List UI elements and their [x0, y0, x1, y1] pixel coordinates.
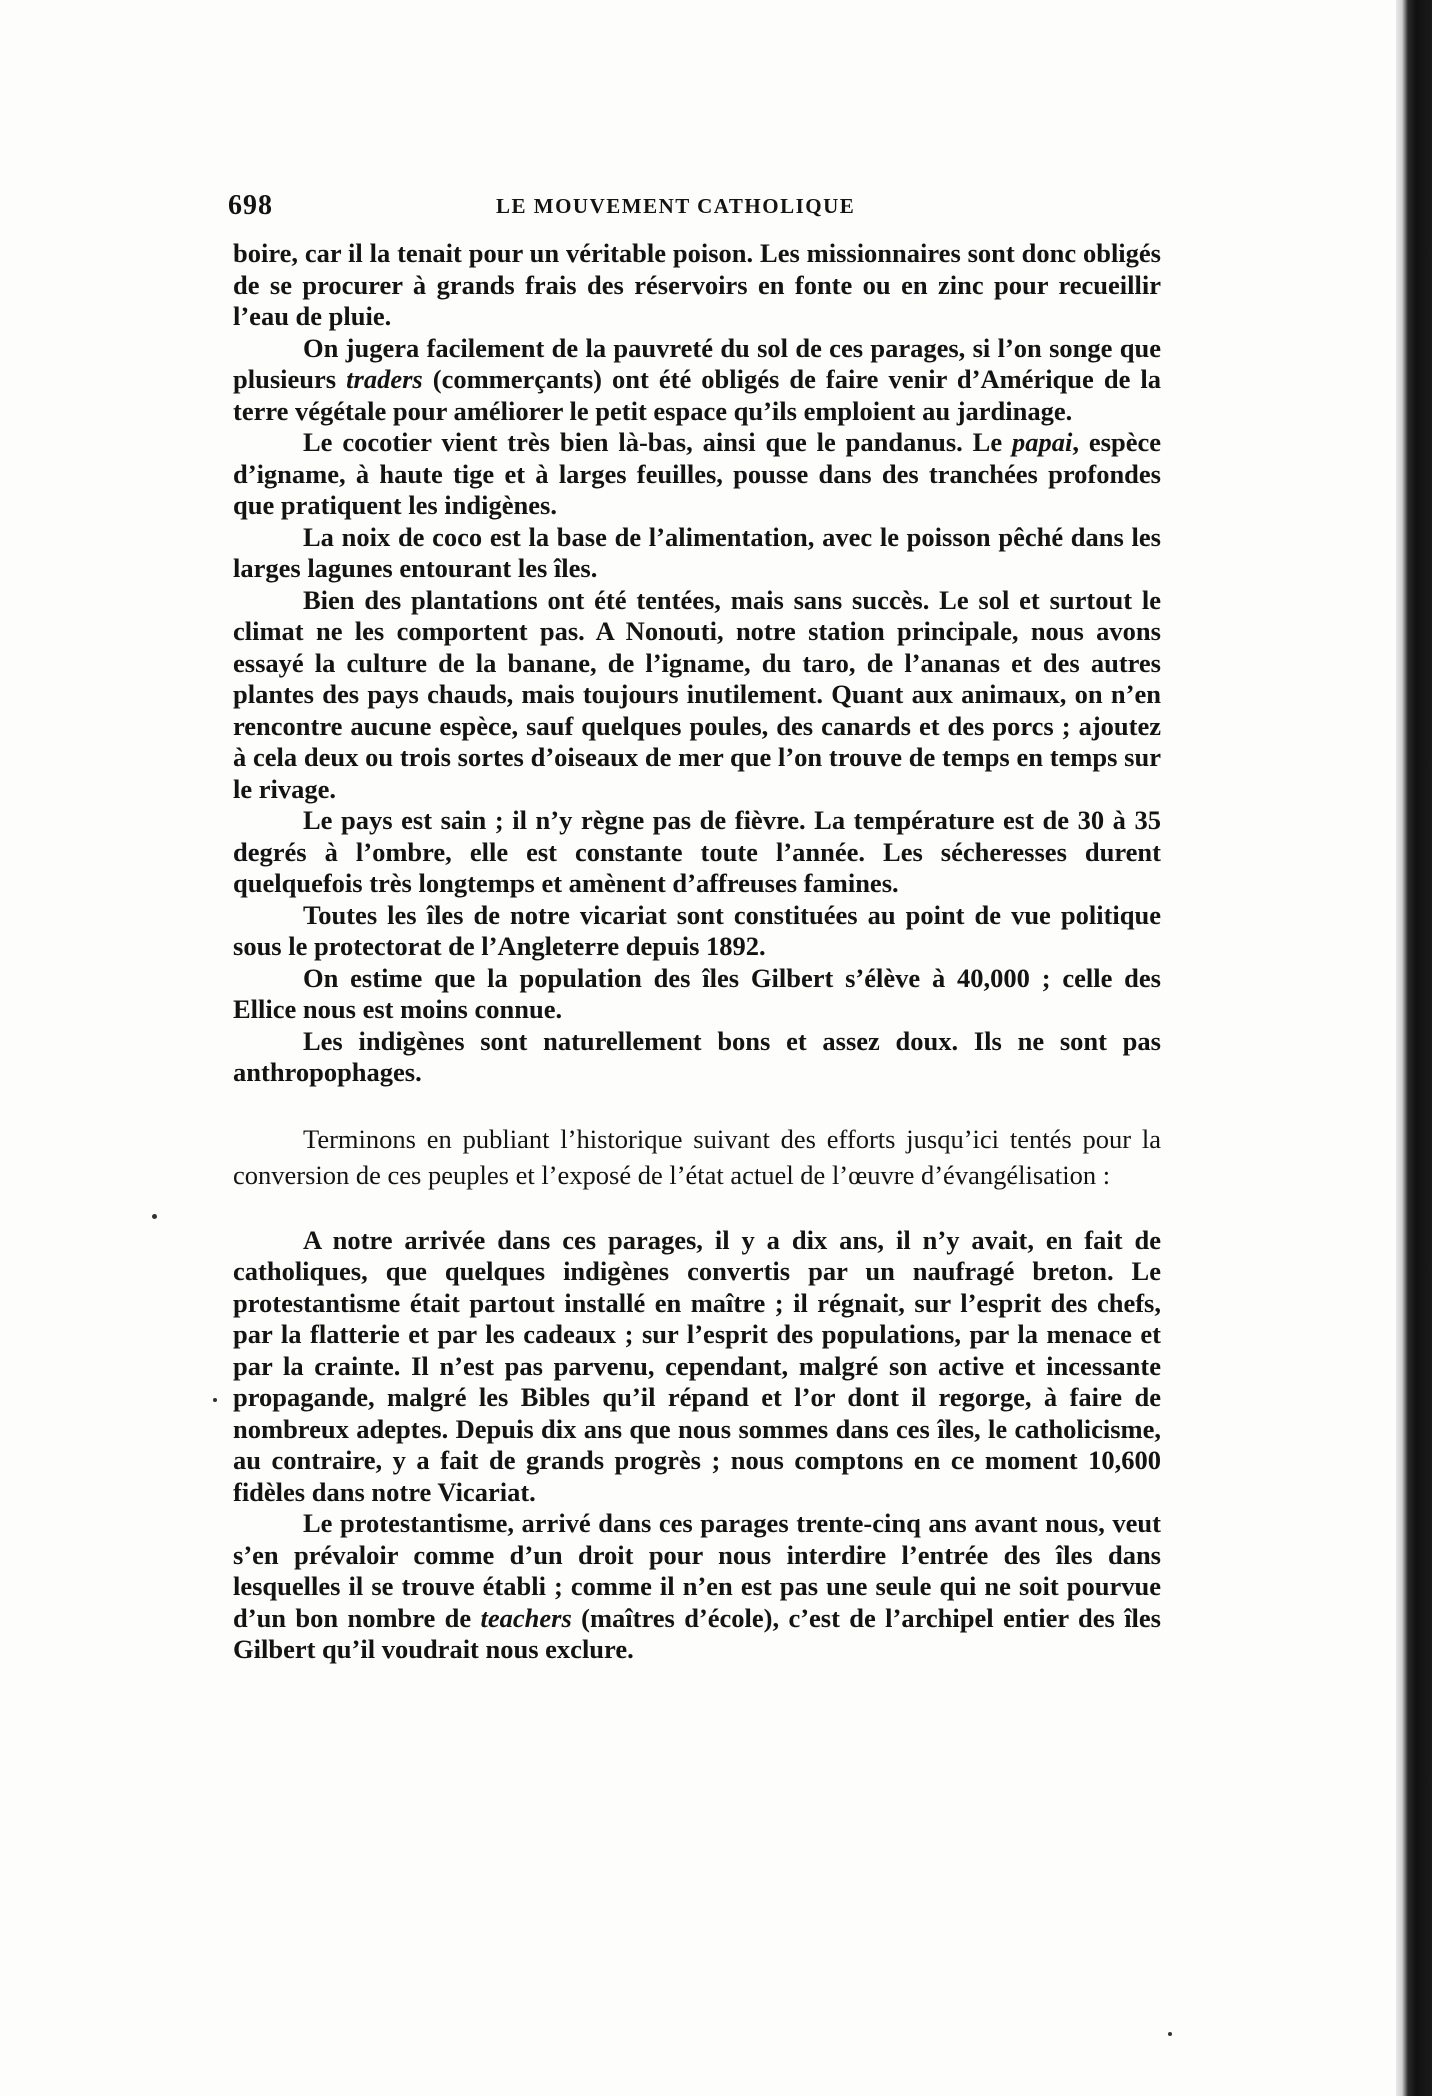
text-run: Bien des plantations ont été tentées, mais sans succès. Le sol et surtout le climat ne les comportent pas. A Nonouti, notre station principale, nous avons essayé la culture de la banane, de l’igname, du taro, de l’ananas et des autres plantes des pays chauds, mais toujours inutilement. Quant aux animaux, on n’en rencontre aucune espèce, sauf quelques poules, des canards et des porcs ; ajoutez à cela deux ou trois sortes d’oiseaux de mer que l’on trouve de temps en temps sur le rivage. — [233, 584, 1161, 804]
text-run: Toutes les îles de notre vicariat sont constituées au point de vue politique sous le protectorat de l’Angleterre depuis 1892. — [233, 899, 1161, 961]
paragraph — [233, 1508, 1161, 1666]
text-run: Terminons en publiant l’historique suivant des efforts jusqu’ici tentés pour la conversion de ces peuples et l’exposé de l’état actuel de l’œuvre d’évangélisation : — [233, 1123, 1161, 1190]
text-run: Le pays est sain ; il n’y règne pas de fièvre. La température est de 30 à 35 degrés à l’ombre, elle est constante toute l’année. Les sécheresses durent quelquefois très longtemps et amènent d’affreuses famines. — [233, 805, 1161, 898]
paragraph — [233, 805, 1161, 900]
text-run: La noix de coco est la base de l’alimentation, avec le poisson pêché dans les larges lagunes entourant les îles. — [233, 521, 1161, 583]
paragraph — [233, 1121, 1161, 1193]
italic-term: teachers — [480, 1602, 572, 1633]
text-run: Le cocotier vient très bien là-bas, ainsi que le pandanus. Le — [303, 427, 1012, 457]
paragraph — [233, 963, 1161, 1026]
text-run: Le protestantisme, arrivé dans ces parages trente-cinq ans avant nous, veut s’en prévaloir comme d’un droit pour nous interdire l’entrée des îles dans lesquelles il se trouve établi ; comme il n’en est pas une seule qui ne soit pourvue d’un bon nombre de — [233, 1508, 1161, 1633]
ink-speck — [1168, 2032, 1172, 2036]
text-run: (commerçants) ont été obligés de faire venir d’Amérique de la terre végétale pour améliorer le petit espace qu’ils emploient au jardinage. — [233, 364, 1161, 426]
italic-term: papai — [1012, 427, 1073, 457]
text-run: Les indigènes sont naturellement bons et assez doux. Ils ne sont pas anthropophages. — [233, 1025, 1161, 1087]
italic-term: traders — [346, 364, 423, 394]
text-run: (maîtres d’école), c’est de l’archipel entier des îles Gilbert qu’il voudrait nous exclure. — [233, 1602, 1161, 1664]
paragraph — [233, 427, 1161, 522]
paragraph — [233, 1026, 1161, 1089]
running-title: LE MOUVEMENT CATHOLIQUE — [496, 194, 856, 218]
binding-gutter — [1396, 0, 1432, 2096]
running-head — [228, 190, 1228, 224]
paragraph — [233, 1225, 1161, 1509]
ink-speck — [152, 1214, 157, 1219]
paragraph — [233, 238, 1161, 333]
paragraph — [233, 522, 1161, 585]
ink-speck — [213, 1398, 217, 1402]
paragraph — [233, 585, 1161, 806]
text-run: A notre arrivée dans ces parages, il y a dix ans, il n’y avait, en fait de catholiques, que quelques indigènes convertis par un naufragé breton. Le protestantisme était partout installé en maître ; il régnait, sur l’esprit des chefs, par la flatterie et par les cadeaux ; sur l’esprit des populations, par la menace et par la crainte. Il n’est pas parvenu, cependant, malgré son active et incessante propagande, malgré les Bibles qu’il répand et l’or dont il regorge, à faire de nombreux adeptes. Depuis dix ans que nous sommes dans ces îles, le catholicisme, au contraire, y a fait de grands progrès ; nous comptons en ce moment 10,600 fidèles dans notre Vicariat. — [233, 1224, 1161, 1507]
text-run: , espèce d’igname, à haute tige et à larges feuilles, pousse dans des tranchées profondes que pratiquent les indigènes. — [233, 427, 1161, 520]
page-number: 698 — [228, 190, 273, 221]
text-run: boire, car il la tenait pour un véritable poison. Les missionnaires sont donc obligés de se procurer à grands frais des réservoirs en fonte ou en zinc pour recueillir l’eau de pluie. — [233, 238, 1161, 331]
paragraph — [233, 900, 1161, 963]
paragraph — [233, 333, 1161, 428]
body-text — [233, 238, 1161, 1666]
text-run: On estime que la population des îles Gilbert s’élève à 40,000 ; celle des Ellice nous est moins connue. — [233, 962, 1161, 1024]
text-run: On jugera facilement de la pauvreté du sol de ces parages, si l’on songe que plusieurs — [233, 332, 1161, 394]
